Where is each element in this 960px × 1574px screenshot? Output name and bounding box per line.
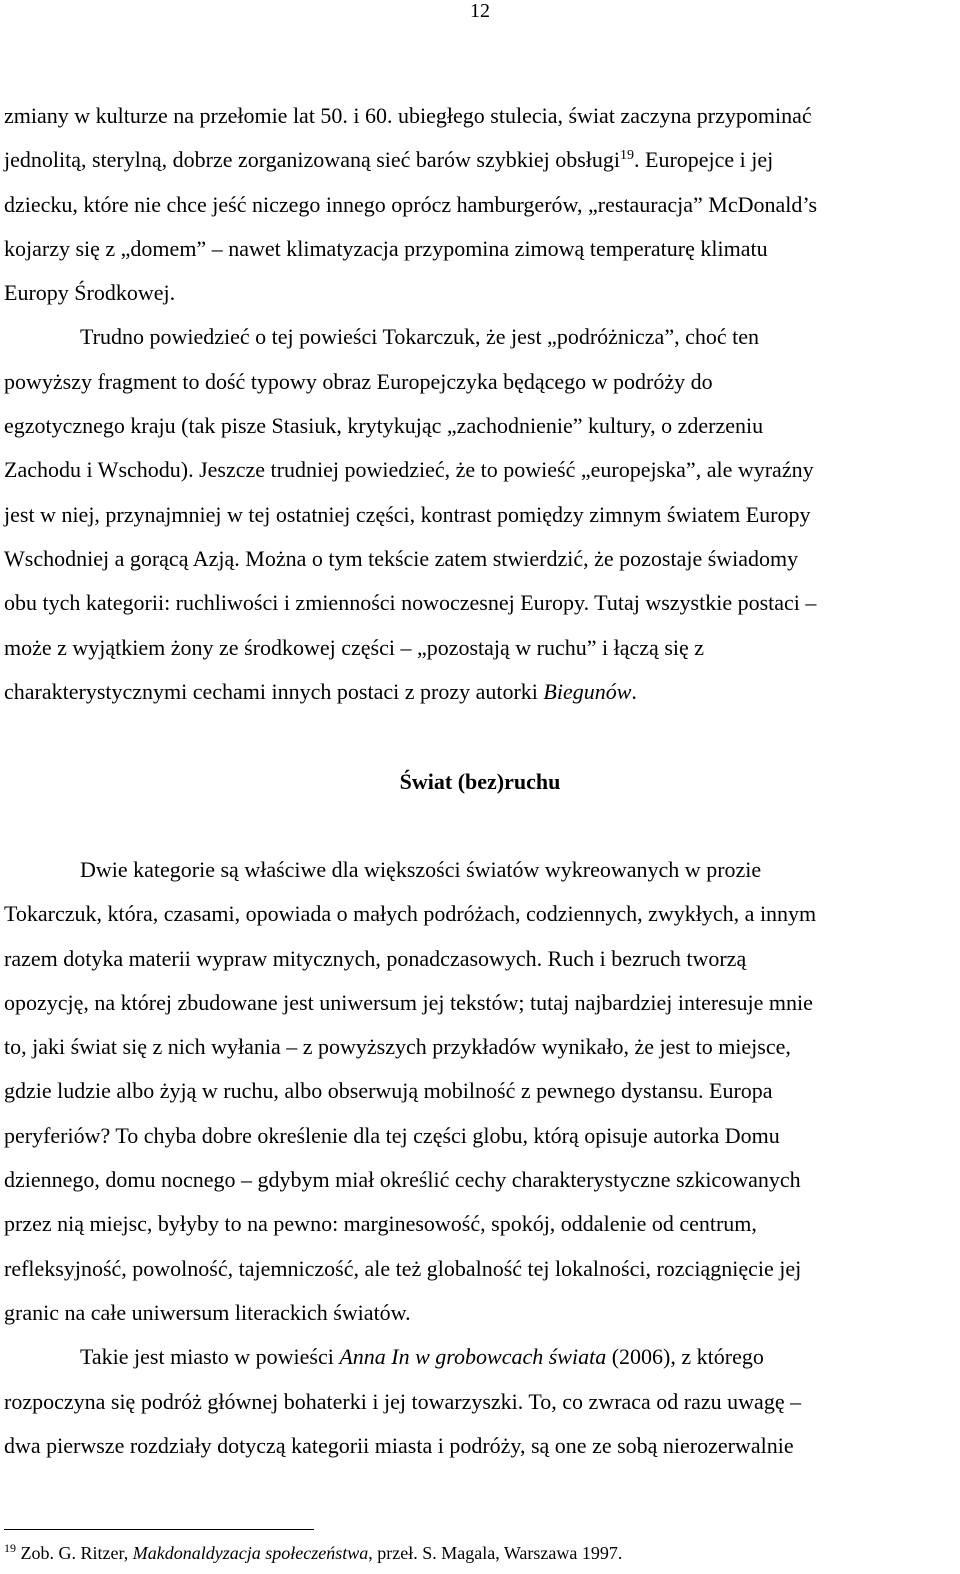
text-line: dziennego, domu nocnego – gdybym miał określić cechy charakterystyczne szkicowanych <box>4 1167 801 1193</box>
text-span: Takie jest miasto w powieści <box>80 1344 340 1370</box>
text-line: egzotycznego kraju (tak pisze Stasiuk, krytykując „zachodnienie” kultury, o zderzeniu <box>4 413 764 439</box>
text-line: obu tych kategorii: ruchliwości i zmienności nowoczesnej Europy. Tutaj wszystkie postaci – <box>4 590 817 616</box>
text-line: zmiany w kulturze na przełomie lat 50. i 60. ubiegłego stulecia, świat zaczyna przypominać <box>4 103 812 128</box>
text-line: gdzie ludzie albo żyją w ruchu, albo obserwują mobilność z pewnego dystansu. Europa <box>4 1078 773 1104</box>
text-line: Wschodniej a gorącą Azją. Można o tym tekście zatem stwierdzić, że pozostaje świadomy <box>4 545 799 571</box>
book-title: Biegunów <box>543 678 632 704</box>
text-span: charakterystycznymi cechami innych postaci z prozy autorki <box>4 678 544 704</box>
text-line: refleksyjność, powolność, tajemniczość, ale też globalność tej lokalności, rozciągnięcie jej <box>4 1255 802 1281</box>
paragraph-block-2 <box>4 848 958 1468</box>
text-line: jest w niej, przynajmniej w tej ostatniej części, kontrast pomiędzy zimnym światem Europy <box>4 501 811 527</box>
text-line: przez nią miejsc, byłyby to na pewno: marginesowość, spokój, oddalenie od centrum, <box>4 1211 757 1237</box>
page-number: 12 <box>470 0 490 22</box>
footnote-separator <box>4 1529 314 1530</box>
paragraph-block-1 <box>4 94 958 714</box>
text-line: Tokarczuk, która, czasami, opowiada o małych podróżach, codziennych, zwykłych, a innym <box>4 901 817 927</box>
footnote-text: Zob. G. Ritzer, <box>16 1543 133 1563</box>
text-line: dwa pierwsze rozdziały dotyczą kategorii miasta i podróży, są one ze sobą nierozerwalnie <box>4 1432 794 1458</box>
book-title: Anna In w grobowcach świata <box>339 1344 607 1370</box>
text-line: to, jaki świat się z nich wyłania – z powyższych przykładów wynikało, że jest to miejsce, <box>4 1034 791 1060</box>
footnote-text: , przeł. S. Magala, Warszawa 1997. <box>368 1543 623 1563</box>
text-line: peryferiów? To chyba dobre określenie dla tej części globu, którą opisuje autorka Domu <box>4 1122 780 1148</box>
text-line <box>4 1335 958 1379</box>
text-line: rozpoczyna się podróż głównej bohaterki i jej towarzyszki. To, co zwraca od razu uwagę – <box>4 1388 802 1414</box>
text-span: jednolitą, sterylną, dobrze zorganizowaną sieć barów szybkiej obsługi <box>4 147 621 173</box>
text-line: kojarzy się z „domem” – nawet klimatyzacja przypomina zimową temperaturę klimatu <box>4 235 768 261</box>
text-line: może z wyjątkiem żony ze środkowej części – „pozostają w ruchu” i łączą się z <box>4 634 705 660</box>
footnote-number: 19 <box>4 1541 16 1555</box>
text-line <box>4 670 958 714</box>
text-line: opozycję, na której zbudowane jest uniwersum jej tekstów; tutaj najbardziej interesuje mnie <box>4 989 813 1015</box>
text-line: razem dotyka materii wypraw mitycznych, ponadczasowych. Ruch i bezruch tworzą <box>4 945 747 971</box>
text-span: . <box>631 678 637 704</box>
text-line: granic na całe uniwersum literackich światów. <box>4 1299 411 1325</box>
footnote-ref: 19 <box>620 148 635 164</box>
text-line: Europy Środkowej. <box>4 280 176 306</box>
text-line: dziecku, które nie chce jeść niczego innego oprócz hamburgerów, „restauracja” McDonald’s <box>4 191 818 217</box>
footnote-title: Makdonaldyzacja społeczeństwa <box>132 1543 369 1563</box>
text-span: (2006), z którego <box>606 1344 764 1370</box>
text-line: powyższy fragment to dość typowy obraz Europejczyka będącego w podróży do <box>4 368 713 394</box>
text-line: Dwie kategorie są właściwe dla większości światów wykreowanych w prozie <box>80 857 762 882</box>
text-line: Zachodu i Wschodu). Jeszcze trudniej powiedzieć, że to powieść „europejska”, ale wyraźny <box>4 457 814 483</box>
text-line: Trudno powiedzieć o tej powieści Tokarczuk, że jest „podróżnicza”, choć ten <box>80 324 759 350</box>
text-span: . Europejce i jej <box>634 147 774 173</box>
footnote <box>4 1538 958 1568</box>
section-heading: Świat (bez)ruchu <box>399 769 561 794</box>
text-line <box>4 138 958 182</box>
